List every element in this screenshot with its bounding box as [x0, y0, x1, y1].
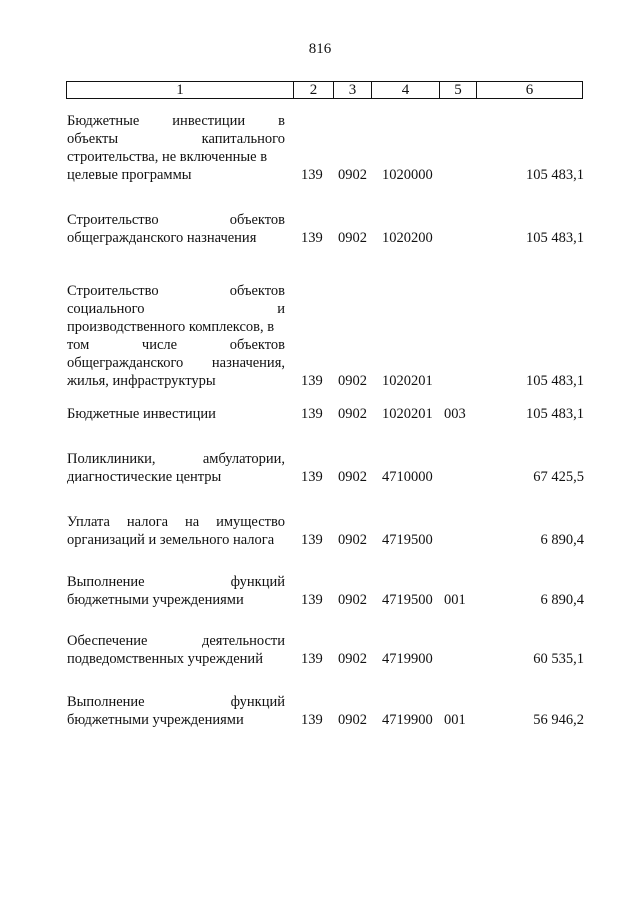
cell-col-3: 0902	[338, 712, 367, 728]
description-line	[67, 650, 285, 668]
cell-col-2: 139	[301, 230, 323, 246]
cell-col-6: 6 890,4	[540, 592, 584, 608]
description-line	[67, 229, 285, 247]
cell-col-2: 139	[301, 469, 323, 485]
cell-col-6: 56 946,2	[533, 712, 584, 728]
description-line	[67, 573, 285, 591]
cell-col-2: 139	[301, 167, 323, 183]
description-word: целевые программы	[67, 167, 192, 183]
cell-col-2: 139	[301, 406, 323, 422]
row-description	[67, 282, 285, 390]
description-line	[67, 300, 285, 318]
cell-col-4: 4710000	[382, 469, 433, 485]
description-word: диагностические центры	[67, 469, 222, 485]
description-word: Обеспечение	[67, 633, 148, 649]
row-description	[67, 513, 285, 549]
description-word: объектов	[229, 283, 285, 299]
cell-col-6: 105 483,1	[526, 406, 584, 422]
description-line	[67, 318, 285, 336]
description-word: Строительство	[67, 283, 159, 299]
description-word: объектов	[229, 212, 285, 228]
description-line	[67, 354, 285, 372]
row-description	[67, 405, 285, 423]
row-description	[67, 112, 285, 184]
header-col-5: 5	[440, 82, 477, 98]
cell-col-6: 105 483,1	[526, 230, 584, 246]
description-word: жилья, инфраструктуры	[67, 373, 216, 389]
page-number: 816	[308, 41, 332, 57]
description-word: общегражданского	[67, 355, 184, 371]
cell-col-3: 0902	[338, 230, 367, 246]
description-word: инвестиции	[172, 113, 246, 129]
description-line	[67, 148, 285, 166]
description-word: функций	[230, 574, 285, 590]
description-word: функций	[230, 694, 285, 710]
cell-col-4: 4719900	[382, 712, 433, 728]
description-line	[67, 166, 285, 184]
cell-col-4: 4719500	[382, 532, 433, 548]
cell-col-3: 0902	[338, 592, 367, 608]
description-word: Уплата	[67, 514, 110, 530]
description-line	[67, 211, 285, 229]
cell-col-6: 60 535,1	[533, 651, 584, 667]
header-col-2: 2	[294, 82, 334, 98]
description-word: деятельности	[201, 633, 285, 649]
cell-col-2: 139	[301, 532, 323, 548]
cell-col-3: 0902	[338, 469, 367, 485]
cell-col-6: 67 425,5	[533, 469, 584, 485]
description-word: в	[278, 113, 285, 129]
description-word: числе	[141, 337, 178, 353]
cell-col-4: 1020000	[382, 167, 433, 183]
cell-col-3: 0902	[338, 167, 367, 183]
cell-col-3: 0902	[338, 651, 367, 667]
description-word: общегражданского назначения	[67, 230, 257, 246]
description-line	[67, 405, 285, 423]
description-word: производственного комплексов, в	[67, 319, 275, 335]
cell-col-6: 105 483,1	[526, 373, 584, 389]
cell-col-5: 003	[444, 406, 466, 422]
cell-col-2: 139	[301, 712, 323, 728]
description-line	[67, 450, 285, 468]
row-description	[67, 573, 285, 609]
description-word: организаций и земельного налога	[67, 532, 275, 548]
description-word: и	[277, 301, 285, 317]
description-word: том	[67, 337, 90, 353]
description-word: Выполнение	[67, 694, 145, 710]
header-col-3: 3	[334, 82, 372, 98]
description-word: Бюджетные	[67, 113, 140, 129]
description-word: капитального	[201, 131, 285, 147]
cell-col-4: 4719900	[382, 651, 433, 667]
cell-col-4: 4719500	[382, 592, 433, 608]
description-line	[67, 531, 285, 549]
description-word: Поликлиники,	[67, 451, 156, 467]
row-description	[67, 211, 285, 247]
cell-col-3: 0902	[338, 373, 367, 389]
cell-col-6: 6 890,4	[540, 532, 584, 548]
cell-col-4: 1020200	[382, 230, 433, 246]
description-word: строительства, не включенные в	[67, 149, 268, 165]
description-word: Строительство	[67, 212, 159, 228]
description-line	[67, 693, 285, 711]
cell-col-5: 001	[444, 712, 466, 728]
cell-col-2: 139	[301, 592, 323, 608]
description-word: Бюджетные инвестиции	[67, 406, 216, 422]
description-line	[67, 711, 285, 729]
cell-col-5: 001	[444, 592, 466, 608]
description-line	[67, 336, 285, 354]
description-line	[67, 591, 285, 609]
description-word: подведомственных учреждений	[67, 651, 263, 667]
cell-col-4: 1020201	[382, 406, 433, 422]
row-description	[67, 693, 285, 729]
description-word: объектов	[229, 337, 285, 353]
description-line	[67, 468, 285, 486]
description-word: имущество	[216, 514, 285, 530]
description-word: налога	[126, 514, 169, 530]
description-line	[67, 130, 285, 148]
header-col-1: 1	[67, 82, 294, 98]
description-word: амбулатории,	[202, 451, 285, 467]
row-description	[67, 450, 285, 486]
description-word: назначения,	[211, 355, 285, 371]
cell-col-2: 139	[301, 651, 323, 667]
description-word: бюджетными учреждениями	[67, 712, 244, 728]
description-line	[67, 632, 285, 650]
description-word: объекты	[67, 131, 119, 147]
description-word: социального	[67, 301, 145, 317]
header-col-6: 6	[525, 82, 534, 98]
description-line	[67, 112, 285, 130]
cell-col-6: 105 483,1	[526, 167, 584, 183]
cell-col-3: 0902	[338, 532, 367, 548]
cell-col-4: 1020201	[382, 373, 433, 389]
cell-col-2: 139	[301, 373, 323, 389]
description-line	[67, 372, 285, 390]
description-word: на	[184, 514, 200, 530]
cell-col-3: 0902	[338, 406, 367, 422]
description-line	[67, 513, 285, 531]
description-word: бюджетными учреждениями	[67, 592, 244, 608]
header-col-4: 4	[372, 82, 440, 98]
description-line	[67, 282, 285, 300]
row-description	[67, 632, 285, 668]
table-header	[66, 81, 583, 99]
description-word: Выполнение	[67, 574, 145, 590]
